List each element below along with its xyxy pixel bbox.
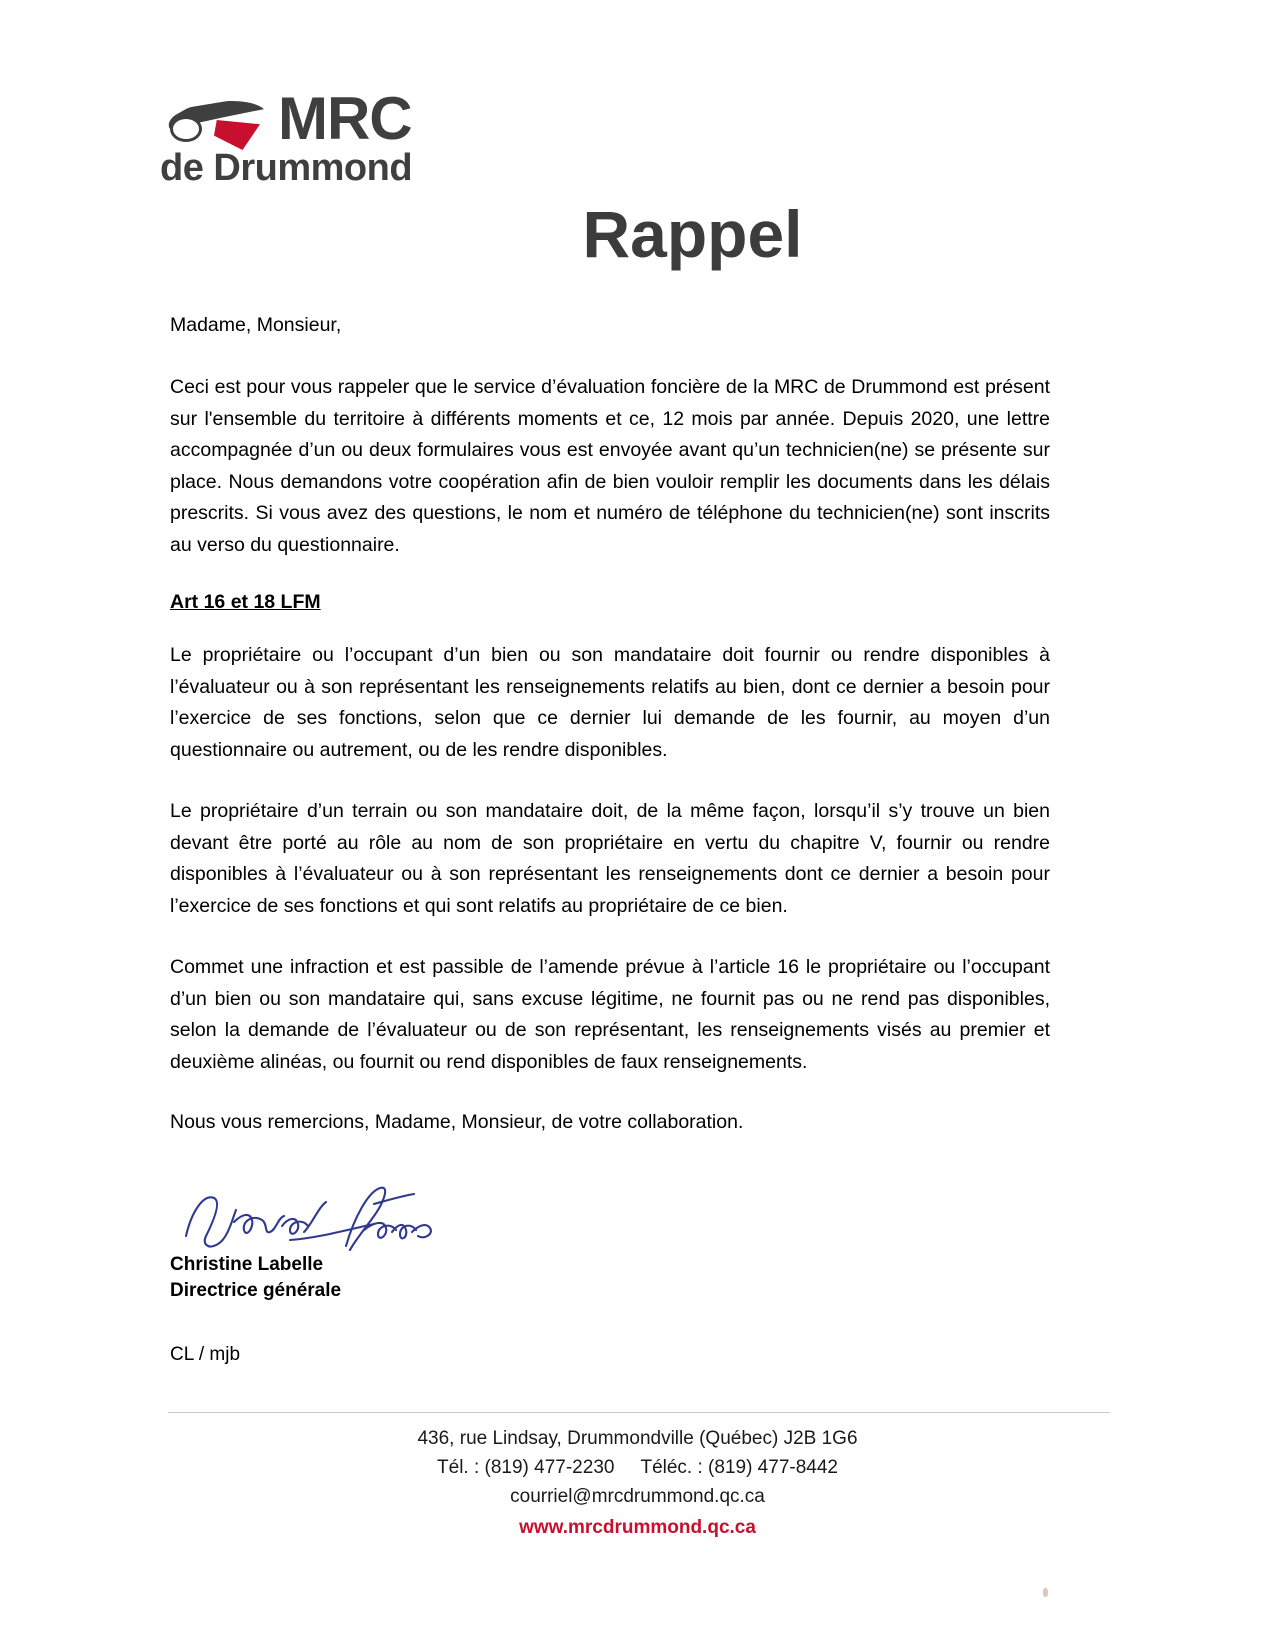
footer-email[interactable]: courriel@mrcdrummond.qc.ca bbox=[510, 1486, 765, 1507]
footer-address: 436, rue Lindsay, Drummondville (Québec) J2B 1G6 bbox=[417, 1428, 858, 1449]
typist-initials: CL / mjb bbox=[170, 1344, 241, 1365]
footer-website[interactable]: www.mrcdrummond.qc.ca bbox=[519, 1517, 756, 1538]
footer-fax: Téléc. : (819) 477-8442 bbox=[640, 1457, 838, 1478]
signer-role: Directrice générale bbox=[170, 1280, 342, 1301]
signature-block bbox=[170, 1180, 670, 1366]
logo-circle-shape bbox=[170, 116, 202, 142]
mrc-logo-icon bbox=[168, 94, 278, 146]
signer-name: Christine Labelle bbox=[170, 1254, 324, 1275]
letter-body bbox=[170, 312, 1050, 1136]
article-paragraph-2: Le propriétaire d’un terrain ou son mandataire doit, de la même façon, lorsqu’il s’y trouve un bien devant être porté au rôle au nom de son propriétaire en vertu du chapitre V, fournir ou rendre disponibles à l’évaluateur ou à son représentant les renseignements dont ce dernier a besoin pour l’exercice de ses fonctions et qui sont relatifs au propriétaire de ce bien. bbox=[170, 800, 1050, 917]
handwritten-signature-image bbox=[178, 1180, 438, 1258]
article-paragraph-3: Commet une infraction et est passible de l’amende prévue à l’article 16 le propriétaire ou l’occupant d’un bien ou son mandataire qui, sans excuse légitime, ne fournit pas ou ne rend pas disponibles, selon la demande de l’évaluateur ou de son représentant, les renseignements visés au premier et deuxième alinéas, ou fournit ou rend disponibles de faux renseignements. bbox=[170, 956, 1050, 1073]
scan-artifact bbox=[1043, 1588, 1048, 1597]
article-paragraph-1: Le propriétaire ou l’occupant d’un bien ou son mandataire doit fournir ou rendre disponibles à l’évaluateur ou à son représentant les renseignements relatifs au bien, dont ce dernier a besoin pour l’exercice de ses fonctions, selon que ce dernier lui demande de les fournir, au moyen d’un questionnaire ou autrement, ou de les rendre disponibles. bbox=[170, 644, 1050, 761]
page-title: Rappel bbox=[582, 197, 803, 271]
footer-phone: Tél. : (819) 477-2230 bbox=[437, 1457, 615, 1478]
intro-paragraph: Ceci est pour vous rappeler que le service d’évaluation foncière de la MRC de Drummond est présent sur l'ensemble du territoire à différents moments et ce, 12 mois par année. Depuis 2020, une lettre accompagnée d’un ou deux formulaires vous est envoyée avant qu’un technicien(ne) se présente sur place. Nous demandons votre coopération afin de bien vouloir remplir les documents dans les délais prescrits. Si vous avez des questions, le nom et numéro de téléphone du technicien(ne) sont inscrits au verso du questionnaire. bbox=[170, 376, 1050, 556]
logo-sub-text: de Drummond bbox=[160, 147, 413, 189]
footer bbox=[0, 1424, 1275, 1543]
salutation: Madame, Monsieur, bbox=[170, 314, 342, 336]
letterhead bbox=[160, 85, 450, 198]
logo-main-text: MRC bbox=[278, 85, 412, 152]
footer-divider bbox=[168, 1412, 1110, 1413]
closing-line: Nous vous remercions, Madame, Monsieur, de votre collaboration. bbox=[170, 1111, 744, 1133]
section-heading: Art 16 et 18 LFM bbox=[170, 591, 321, 613]
footer-phone-line bbox=[0, 1453, 1275, 1482]
